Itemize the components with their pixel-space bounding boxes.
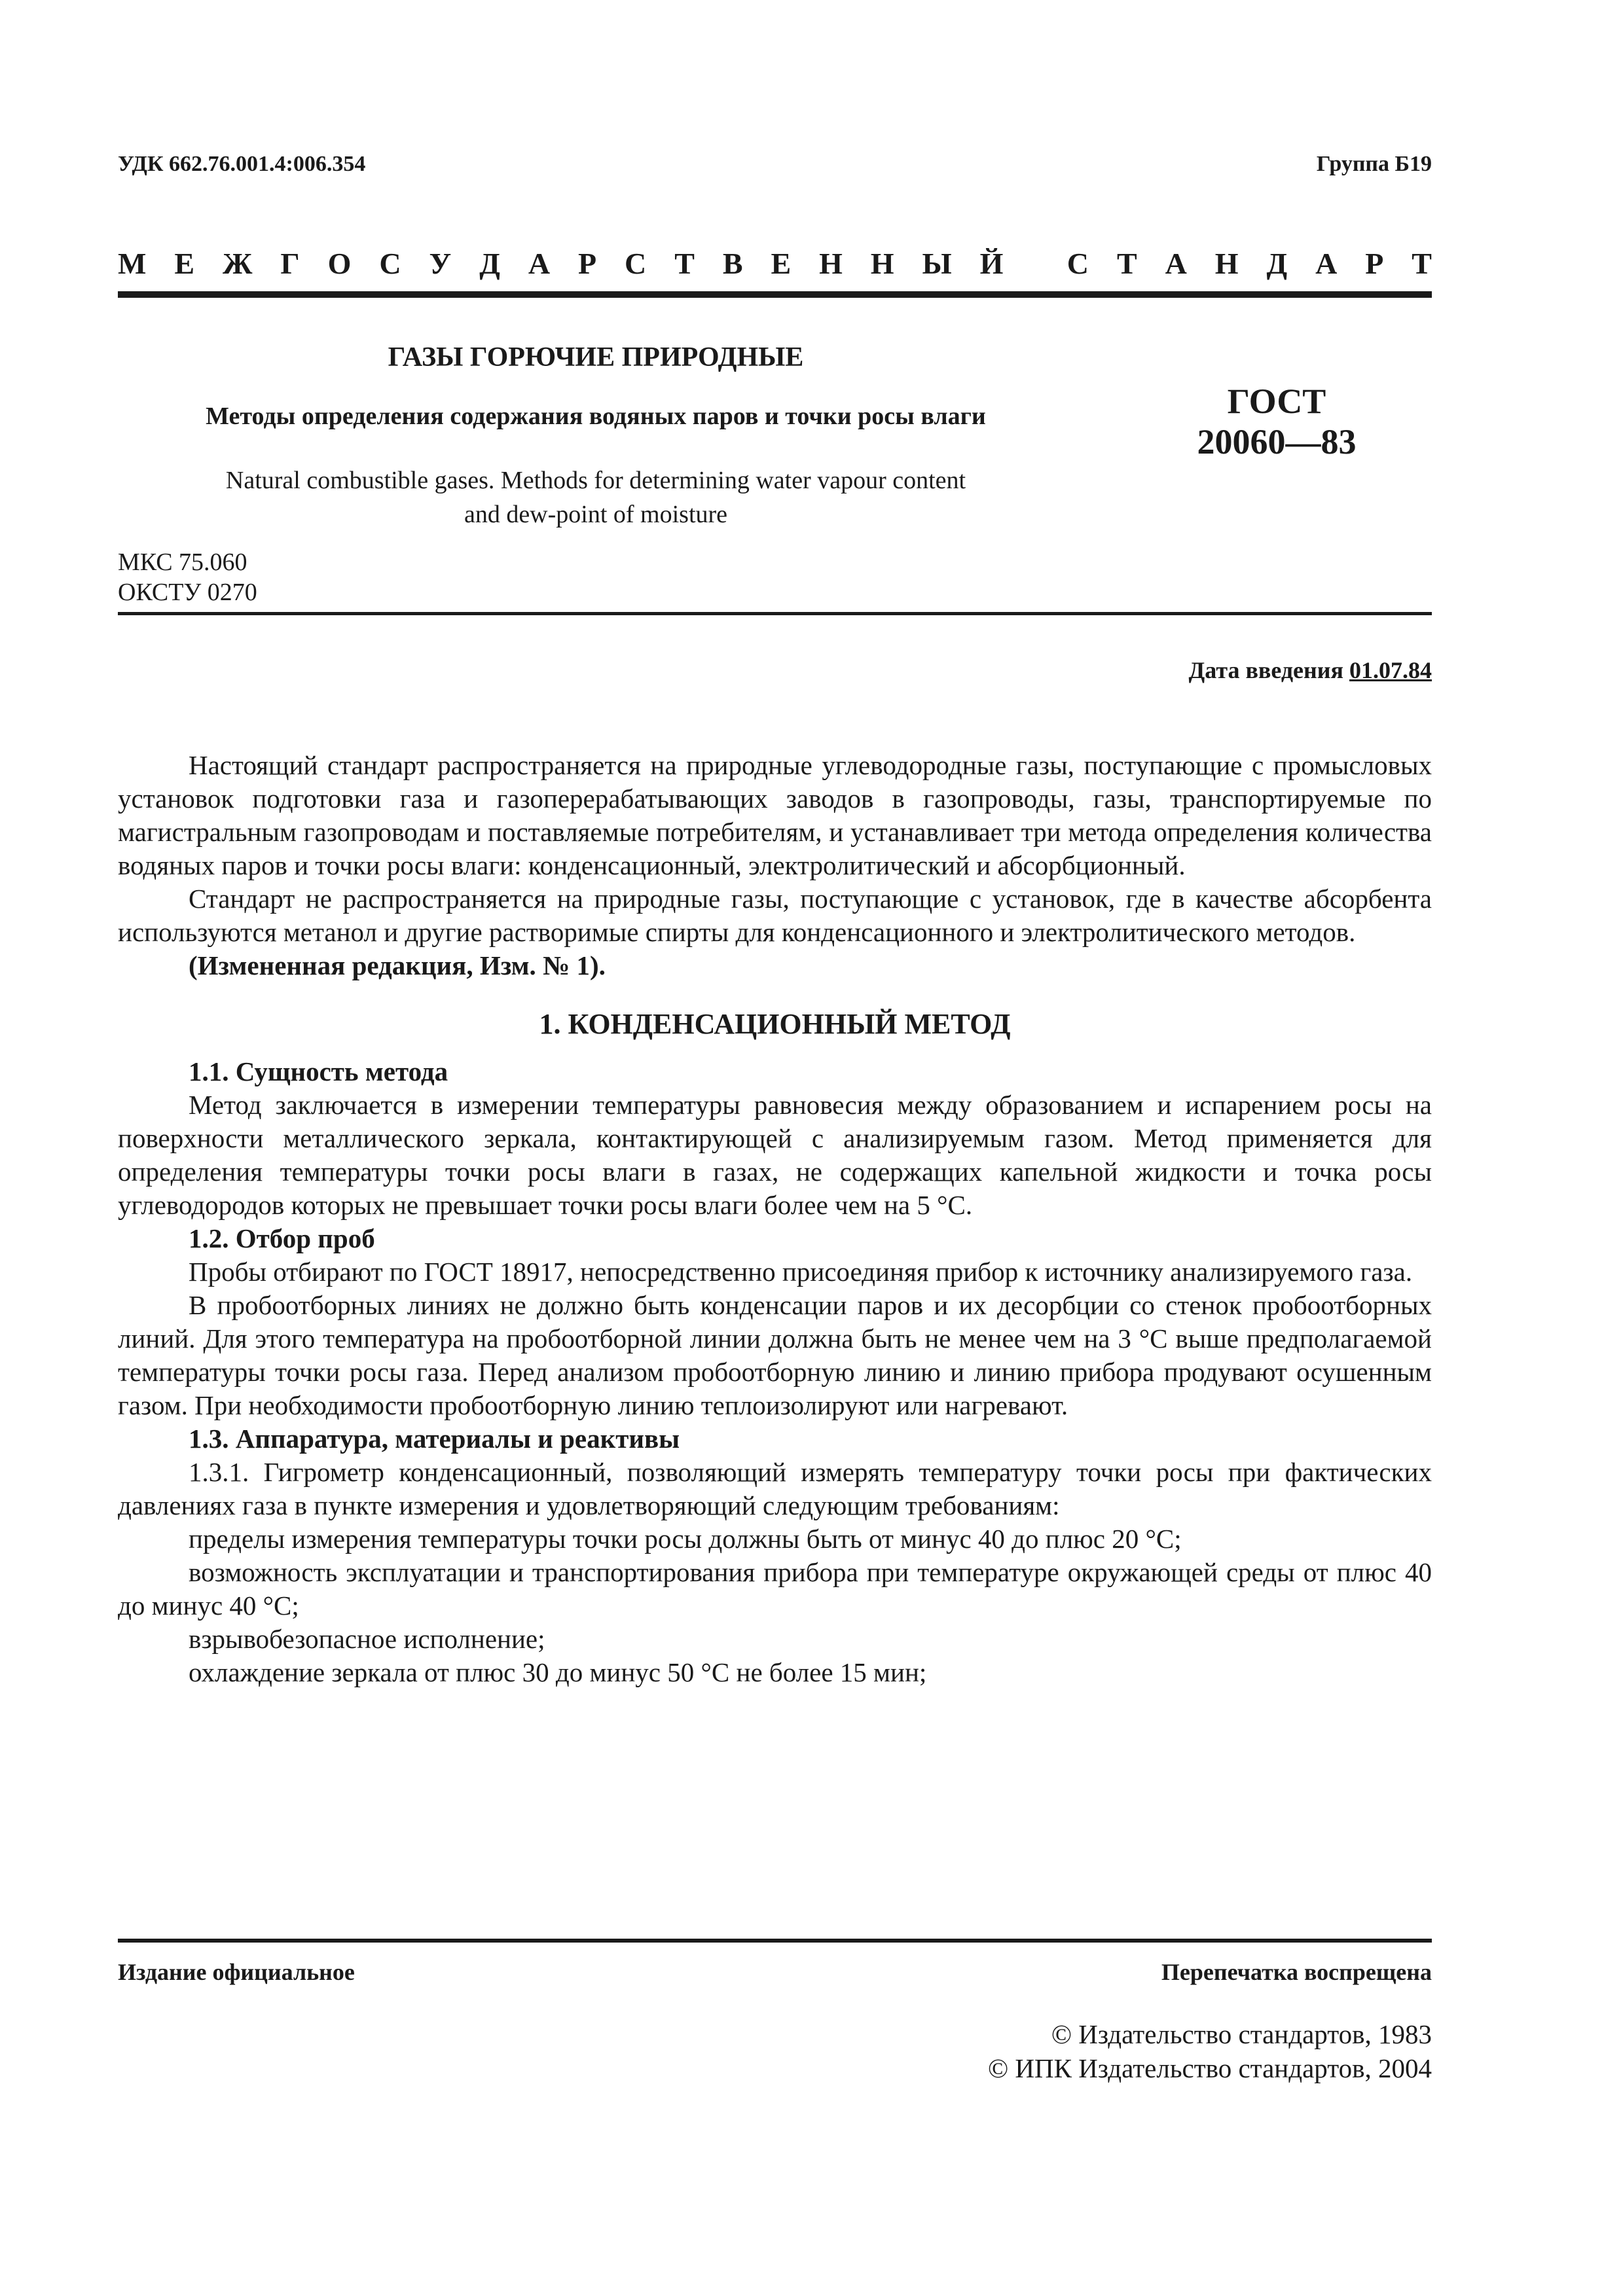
copyright-block	[988, 2017, 1432, 2085]
introduction-date-value: 01.07.84	[1349, 657, 1432, 683]
mks-code: МКС 75.060	[118, 548, 247, 576]
clause-1-1-title: 1.1. Сущность метода	[189, 1056, 448, 1086]
copyright-line-1: © Издательство стандартов, 1983	[1051, 2019, 1432, 2049]
document-body	[118, 749, 1432, 1689]
heading-letter: Т	[1412, 247, 1432, 280]
requirement-1: пределы измерения температуры точки росы должны быть от минус 40 до плюс 20 °С;	[189, 1524, 1182, 1554]
document-subtitle: Методы определения содержания водяных паров и точки росы влаги	[206, 403, 986, 430]
document-title: ГАЗЫ ГОРЮЧИЕ ПРИРОДНЫЕ	[388, 342, 804, 372]
heading-letter: О	[327, 247, 352, 280]
heading-letter: Н	[1214, 247, 1239, 280]
clause-1-1-text: Метод заключается в измерении температуры равновесия между образованием и испарением росы на поверхности металлического зеркала, контактирующей с анализируемым газом. Метод применяется для определения температуры точки росы влаги в газах, не содержащих капельной жидкости и точка росы углеводородов которых не превышает точки росы влаги более чем на 5 °С.	[118, 1090, 1432, 1220]
interstate-standard-heading	[118, 246, 1432, 281]
amendment-note: (Измененная редакция, Изм. № 1).	[189, 950, 606, 980]
clause-1-2-text-2: В пробоотборных линиях не должно быть конденсации паров и их десорбции со стенок пробоотборных линий. Для этого температура на пробоотборной линии должна быть не менее чем на 3 °С выше предполагаемой температуры точки росы газа. Перед анализом пробоотборную линию и линию прибора продувают осушенным газом. При необходимости пробоотборную линию теплоизолируют или нагревают.	[118, 1290, 1432, 1420]
heading-letter: Е	[771, 247, 792, 280]
clause-1-3-1-text: 1.3.1. Гигрометр конденсационный, позволяющий измерять температуру точки росы при фактических давлениях газа в пункте измерения и удовлетворяющий следующим требованиям:	[118, 1457, 1432, 1520]
heading-letter: Т	[674, 247, 695, 280]
heading-letter: С	[379, 247, 401, 280]
heading-letter: М	[118, 247, 147, 280]
english-title	[118, 463, 1074, 531]
intro-paragraph-1: Настоящий стандарт распространяется на природные углеводородные газы, поступающие с промысловых установок подготовки газа и газоперерабатывающих заводов в газопроводы, газы, транспортируемые по магистральным газопроводам и поставляемые потребителям, и устанавливает три метода определения количества водяных паров и точки росы влаги: конденсационный, электролитический и абсорбционный.	[118, 750, 1432, 880]
heading-letter: А	[1315, 247, 1338, 280]
heading-letter: Д	[479, 247, 500, 280]
heading-letter: Ж	[222, 247, 253, 280]
heading-letter: Н	[870, 247, 894, 280]
clause-1-2-title: 1.2. Отбор проб	[189, 1223, 375, 1253]
heading-letter: У	[429, 247, 452, 280]
heading-letter: В	[722, 247, 743, 280]
heading-letter: С	[625, 247, 647, 280]
english-title-line2: and dew-point of moisture	[464, 501, 728, 528]
group-code: Группа Б19	[1316, 152, 1432, 176]
bottom-rule	[118, 1939, 1432, 1943]
copyright-line-2: © ИПК Издательство стандартов, 2004	[987, 2053, 1432, 2083]
clause-1-3-title: 1.3. Аппаратура, материалы и реактивы	[189, 1424, 680, 1454]
official-edition: Издание официальное	[118, 1959, 355, 1985]
requirement-4: охлаждение зеркала от плюс 30 до минус 50 °С не более 15 мин;	[189, 1657, 927, 1687]
gost-designation	[1113, 381, 1440, 462]
gost-number: 20060—83	[1197, 422, 1357, 461]
intro-paragraph-2: Стандарт не распространяется на природные газы, поступающие с установок, где в качестве абсорбента используются метанол и другие растворимые спирты для конденсационного и электролитического методов.	[118, 884, 1432, 947]
section-1-title: 1. КОНДЕНСАЦИОННЫЙ МЕТОД	[539, 1008, 1011, 1040]
heading-letter: Н	[819, 247, 843, 280]
clause-1-2-text-1: Пробы отбирают по ГОСТ 18917, непосредственно присоединяя прибор к источнику анализируемого газа.	[189, 1257, 1413, 1287]
heading-letter	[1031, 246, 1039, 281]
reprint-prohibited: Перепечатка воспрещена	[1161, 1959, 1432, 1985]
requirement-3: взрывобезопасное исполнение;	[189, 1624, 545, 1654]
okstu-code: ОКСТУ 0270	[118, 579, 257, 606]
gost-label: ГОСТ	[1227, 382, 1326, 421]
top-rule	[118, 291, 1432, 298]
heading-letter: А	[1165, 247, 1187, 280]
heading-letter: Ы	[922, 247, 952, 280]
heading-letter: С	[1067, 247, 1089, 280]
introduction-date-label: Дата введения	[1188, 657, 1343, 683]
heading-letter: Г	[280, 247, 300, 280]
heading-letter: Т	[1116, 247, 1137, 280]
heading-letter: Д	[1266, 247, 1288, 280]
requirement-2: возможность эксплуатации и транспортирования прибора при температуре окружающей среды от плюс 40 до минус 40 °С;	[118, 1557, 1432, 1621]
mid-rule	[118, 612, 1432, 615]
english-title-line1: Natural combustible gases. Methods for determining water vapour content	[225, 467, 966, 494]
udk-code: УДК 662.76.001.4:006.354	[118, 152, 366, 176]
classification-codes	[118, 547, 257, 607]
heading-letter: Р	[1365, 247, 1384, 280]
heading-letter: Р	[577, 247, 597, 280]
heading-letter: Е	[174, 247, 195, 280]
heading-letter: А	[528, 247, 551, 280]
heading-letter: Й	[979, 247, 1004, 280]
introduction-date	[1189, 656, 1432, 684]
